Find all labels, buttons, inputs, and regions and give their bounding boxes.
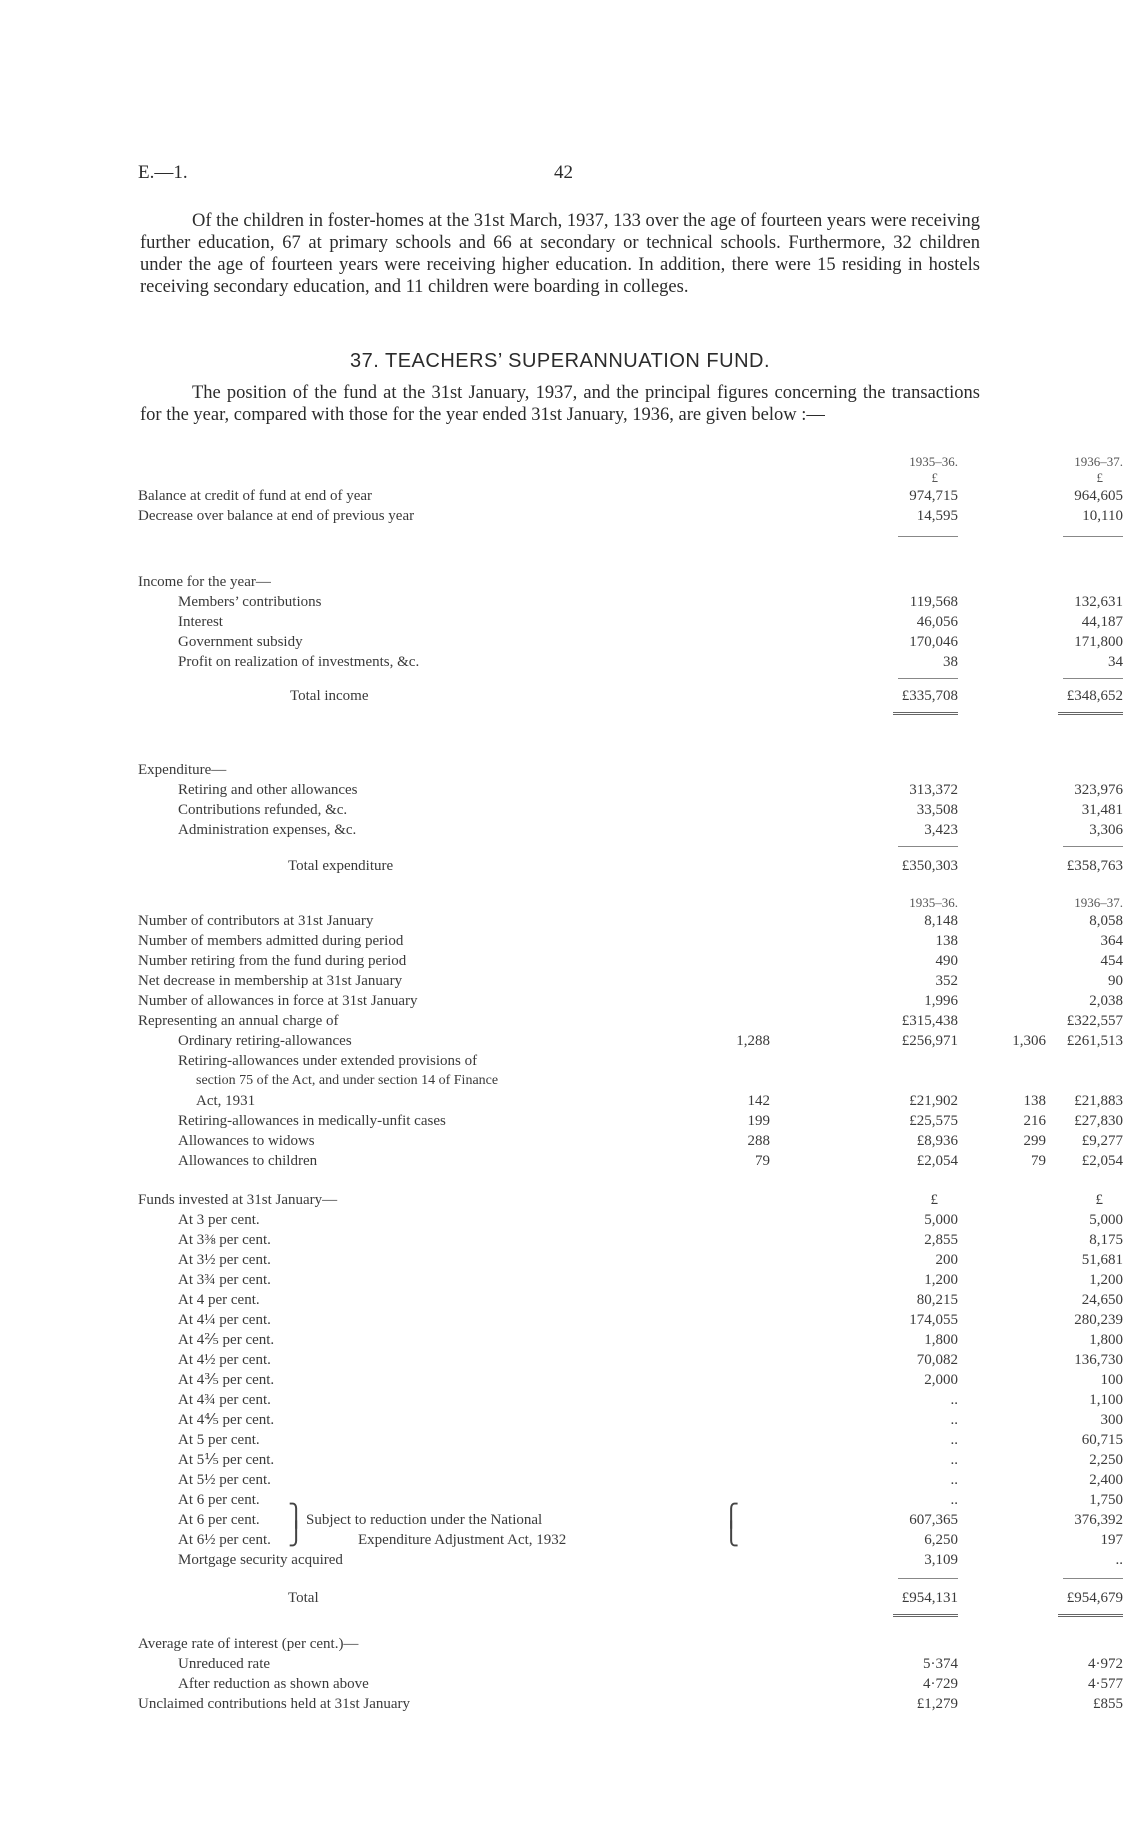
double-divider xyxy=(893,712,958,715)
brace-left: ⎫ xyxy=(288,1503,305,1528)
unit-label-1: £ xyxy=(930,1192,938,1208)
row-label: Representing an annual charge of xyxy=(138,1013,339,1029)
value-1937: 364 xyxy=(1100,933,1123,949)
row-label: At 4 per cent. xyxy=(178,1292,260,1308)
table-row xyxy=(138,1151,1123,1171)
row-label: Contributions refunded, &c. xyxy=(178,802,348,818)
value-1935: £954,131 xyxy=(901,1590,958,1606)
row-label-line2: section 75 of the Act, and under section 14 of Finance xyxy=(196,1073,499,1088)
report-reference: E.—1. xyxy=(138,162,188,183)
table-row xyxy=(138,800,1123,820)
table-row xyxy=(138,951,1123,971)
value-1937: 31,481 xyxy=(1081,802,1123,818)
value-1937: £954,679 xyxy=(1066,1590,1123,1606)
divider xyxy=(1063,1578,1123,1579)
value-1937: 964,605 xyxy=(1074,488,1123,504)
value-1937: 197 xyxy=(1100,1532,1123,1548)
row-label: At 3¾ per cent. xyxy=(178,1272,271,1288)
value-1937: £9,277 xyxy=(1081,1133,1123,1149)
value-1937: 24,650 xyxy=(1081,1292,1123,1308)
table-row xyxy=(138,612,1123,632)
row-label: At 4½ per cent. xyxy=(178,1352,271,1368)
col-header-1935: 1935–36. xyxy=(909,895,958,910)
value-1937: 132,631 xyxy=(1074,594,1123,610)
value-1937: 4·972 xyxy=(1088,1656,1123,1672)
value-1937: 4·577 xyxy=(1088,1676,1123,1692)
row-label: At 5 per cent. xyxy=(178,1432,260,1448)
value-1937: £855 xyxy=(1093,1696,1123,1712)
row-label: Interest xyxy=(178,614,223,630)
count-1935: 142 xyxy=(747,1093,770,1109)
row-label: Decrease over balance at end of previous year xyxy=(138,508,415,524)
value-1935: 490 xyxy=(935,953,958,969)
table-row xyxy=(138,1111,1123,1131)
subject-note-1: Subject to reduction under the National xyxy=(306,1512,543,1528)
value-1937: 100 xyxy=(1100,1372,1123,1388)
row-label: At 6½ per cent. xyxy=(178,1532,271,1548)
value-1937: 44,187 xyxy=(1081,614,1123,630)
table-row xyxy=(138,780,1123,800)
table-row xyxy=(138,1490,1123,1510)
page-header xyxy=(138,162,980,186)
value-1937: 280,239 xyxy=(1074,1312,1123,1328)
double-divider xyxy=(1058,1614,1123,1617)
value-1935: £21,902 xyxy=(909,1093,958,1109)
row-label: Government subsidy xyxy=(178,634,303,650)
row-label: Mortgage security acquired xyxy=(178,1552,343,1568)
value-1935: 80,215 xyxy=(916,1292,958,1308)
row-label: Retiring-allowances in medically-unfit cases xyxy=(178,1113,446,1129)
membership-table xyxy=(138,895,1123,1171)
row-label: Allowances to children xyxy=(178,1153,318,1169)
funds-invested-table xyxy=(138,1190,1123,1714)
table-row xyxy=(138,1131,1123,1151)
value-1935: 352 xyxy=(935,973,958,989)
value-1935: £8,936 xyxy=(916,1133,958,1149)
table-row xyxy=(138,1503,1123,1530)
funds-heading xyxy=(138,1190,1103,1210)
value-1935: £1,279 xyxy=(916,1696,958,1712)
table-row xyxy=(138,1550,1123,1570)
divider xyxy=(898,1578,958,1579)
value-1937: 60,715 xyxy=(1081,1432,1123,1448)
value-1935: £335,708 xyxy=(901,688,958,704)
table-row xyxy=(138,1521,1123,1550)
value-1935: 70,082 xyxy=(916,1352,958,1368)
table-row xyxy=(138,1470,1123,1490)
value-1937: 90 xyxy=(1108,973,1123,989)
table-row xyxy=(138,1330,1123,1350)
value-1935: 33,508 xyxy=(916,802,958,818)
brace-right: ⎧ xyxy=(723,1503,740,1528)
brace-right: ⎩ xyxy=(723,1521,740,1546)
value-1937: 2,038 xyxy=(1089,993,1123,1009)
row-label: At 3⅜ per cent. xyxy=(178,1232,271,1248)
value-1937: 3,306 xyxy=(1089,822,1123,838)
heading-label: Expenditure— xyxy=(138,762,227,778)
income-heading xyxy=(138,572,988,592)
funds-total-row xyxy=(138,1588,1123,1608)
value-1935: 14,595 xyxy=(916,508,958,524)
table-row xyxy=(138,1011,1123,1031)
table-row xyxy=(138,652,1123,672)
row-label: Unclaimed contributions held at 31st January xyxy=(138,1696,411,1712)
total-label: Total income xyxy=(290,688,369,704)
table-row xyxy=(138,486,1123,506)
value-1937: 10,110 xyxy=(1082,508,1123,524)
value-1935: £25,575 xyxy=(909,1113,958,1129)
value-1935: 174,055 xyxy=(909,1312,958,1328)
divider xyxy=(1063,846,1123,847)
count-1937: 79 xyxy=(1031,1153,1046,1169)
value-1935: £2,054 xyxy=(916,1153,958,1169)
row-label: At 3 per cent. xyxy=(178,1212,260,1228)
value-1937: 2,250 xyxy=(1089,1452,1123,1468)
row-label: At 5⅕ per cent. xyxy=(178,1452,275,1468)
section-title: 37. TEACHERS’ SUPERANNUATION FUND. xyxy=(349,350,771,372)
count-1935: 199 xyxy=(747,1113,770,1129)
table-row xyxy=(138,1250,1123,1270)
divider xyxy=(1063,536,1123,537)
value-1935: 5·374 xyxy=(923,1656,958,1672)
row-label: Members’ contributions xyxy=(178,594,322,610)
intro-paragraph: Of the children in foster-homes at the 31st March, 1937, 133 over the age of fourteen years were receiving further education, 67 at primary schools and 66 at secondary or technical schools. Furthermore, 32 children under the age of fourteen years were receiving higher education. In addition, there were 15 residing in hostels receiving secondary education, and 11 children were boarding in colleges. xyxy=(140,211,980,297)
value-1935: 5,000 xyxy=(924,1212,958,1228)
table-row xyxy=(138,1031,1123,1051)
value-1935: £350,303 xyxy=(901,858,958,874)
value-1935: 6,250 xyxy=(924,1532,958,1548)
value-1937: 8,175 xyxy=(1089,1232,1123,1248)
unit-label-1: £ xyxy=(931,470,938,485)
row-label: At 6 per cent. xyxy=(178,1492,260,1508)
value-1937: £348,652 xyxy=(1066,688,1123,704)
table-row xyxy=(138,1410,1123,1430)
extended-provisions-row xyxy=(138,1051,1123,1111)
income-total-row xyxy=(138,686,1123,706)
value-1937: .. xyxy=(1115,1552,1123,1568)
table-row xyxy=(138,592,1123,612)
row-label: Administration expenses, &c. xyxy=(178,822,357,838)
divider xyxy=(1063,678,1123,679)
unit-label-2: £ xyxy=(1095,1192,1103,1208)
value-1937: 136,730 xyxy=(1074,1352,1123,1368)
value-1935: 2,855 xyxy=(924,1232,958,1248)
value-1935: 3,423 xyxy=(924,822,958,838)
unit-label-2: £ xyxy=(1096,470,1103,485)
row-label: Net decrease in membership at 31st January xyxy=(138,973,403,989)
value-1937: £2,054 xyxy=(1081,1153,1123,1169)
value-1937: 376,392 xyxy=(1074,1512,1123,1528)
table-row xyxy=(138,1230,1123,1250)
page-number: 42 xyxy=(554,162,573,183)
divider xyxy=(898,678,958,679)
value-1935: .. xyxy=(950,1472,958,1488)
heading-label: Funds invested at 31st January— xyxy=(138,1192,338,1208)
row-label-line1: Retiring-allowances under extended provisions of xyxy=(178,1053,478,1069)
value-1935: .. xyxy=(950,1392,958,1408)
table-row xyxy=(138,1310,1123,1330)
count-1937: 216 xyxy=(1023,1113,1046,1129)
value-1935: £315,438 xyxy=(901,1013,958,1029)
value-1935: 1,996 xyxy=(924,993,958,1009)
value-1935: 46,056 xyxy=(916,614,958,630)
value-1935: 170,046 xyxy=(909,634,958,650)
value-1937: 5,000 xyxy=(1089,1212,1123,1228)
value-1937: £322,557 xyxy=(1066,1013,1123,1029)
fund-summary-table xyxy=(138,454,1123,876)
value-1937: £21,883 xyxy=(1074,1093,1123,1109)
col-header-1937: 1936–37. xyxy=(1074,454,1123,469)
value-1937: 1,800 xyxy=(1089,1332,1123,1348)
row-label: Retiring and other allowances xyxy=(178,782,358,798)
value-1937: £358,763 xyxy=(1066,858,1123,874)
row-label: Number of contributors at 31st January xyxy=(138,913,374,929)
table-row xyxy=(138,632,1123,652)
table-row xyxy=(138,1694,1123,1714)
value-1935: 1,800 xyxy=(924,1332,958,1348)
expenditure-total-row xyxy=(138,856,1123,876)
divider xyxy=(898,846,958,847)
interest-heading xyxy=(138,1634,988,1654)
brace-left: ⎭ xyxy=(288,1521,305,1546)
heading-label: Income for the year— xyxy=(138,574,271,590)
count-1937: 299 xyxy=(1023,1133,1046,1149)
value-1937: 1,200 xyxy=(1089,1272,1123,1288)
row-label: At 6 per cent. xyxy=(178,1512,260,1528)
row-label: Profit on realization of investments, &c. xyxy=(178,654,420,670)
table-row xyxy=(138,1210,1123,1230)
table-row xyxy=(138,820,1123,840)
row-label: At 4¼ per cent. xyxy=(178,1312,271,1328)
value-1935: 2,000 xyxy=(924,1372,958,1388)
row-label: Balance at credit of fund at end of year xyxy=(138,488,373,504)
row-label: At 4⅘ per cent. xyxy=(178,1412,275,1428)
count-1935: 288 xyxy=(747,1133,770,1149)
table-row xyxy=(138,1430,1123,1450)
row-label: At 4⅖ per cent. xyxy=(178,1332,275,1348)
row-label: At 4⅗ per cent. xyxy=(178,1372,275,1388)
value-1937: 1,750 xyxy=(1089,1492,1123,1508)
value-1937: 34 xyxy=(1108,654,1123,670)
row-label: Unreduced rate xyxy=(178,1656,271,1672)
value-1937: 8,058 xyxy=(1089,913,1123,929)
value-1937: 1,100 xyxy=(1089,1392,1123,1408)
section-paragraph: The position of the fund at the 31st January, 1937, and the principal figures concerning the transactions for the year, compared with those for the year ended 31st January, 1936, are given below :— xyxy=(140,383,980,425)
count-1937: 138 xyxy=(1023,1093,1046,1109)
expenditure-heading xyxy=(138,760,988,780)
total-label: Total expenditure xyxy=(288,858,394,874)
row-label: After reduction as shown above xyxy=(178,1676,369,1692)
heading-label: Average rate of interest (per cent.)— xyxy=(138,1636,359,1652)
value-1935: .. xyxy=(950,1492,958,1508)
subject-note-2: Expenditure Adjustment Act, 1932 xyxy=(358,1532,567,1548)
value-1935: £256,971 xyxy=(901,1033,958,1049)
row-label: At 4¾ per cent. xyxy=(178,1392,271,1408)
value-1935: 119,568 xyxy=(909,594,958,610)
col-header-1937: 1936–37. xyxy=(1074,895,1123,910)
row-label: Number retiring from the fund during period xyxy=(138,953,407,969)
value-1937: £261,513 xyxy=(1066,1033,1123,1049)
value-1935: 4·729 xyxy=(923,1676,958,1692)
value-1937: 171,800 xyxy=(1074,634,1123,650)
table-row xyxy=(138,971,1123,991)
value-1935: 607,365 xyxy=(909,1512,958,1528)
row-label: Number of members admitted during period xyxy=(138,933,404,949)
value-1937: 2,400 xyxy=(1089,1472,1123,1488)
divider xyxy=(898,536,958,537)
value-1935: .. xyxy=(950,1412,958,1428)
value-1935: .. xyxy=(950,1432,958,1448)
table-row xyxy=(138,991,1123,1011)
row-label: At 3½ per cent. xyxy=(178,1252,271,1268)
count-1935: 1,288 xyxy=(736,1033,770,1049)
total-label: Total xyxy=(288,1590,319,1606)
value-1935: 8,148 xyxy=(924,913,958,929)
value-1935: 200 xyxy=(935,1252,958,1268)
count-1937: 1,306 xyxy=(1012,1033,1046,1049)
double-divider xyxy=(893,1614,958,1617)
table-row xyxy=(138,1654,1123,1674)
table-row xyxy=(138,1270,1123,1290)
value-1935: 1,200 xyxy=(924,1272,958,1288)
table-row xyxy=(138,1290,1123,1310)
row-label-line3: Act, 1931 xyxy=(196,1093,256,1109)
table-row xyxy=(138,911,1123,931)
value-1937: £27,830 xyxy=(1074,1113,1123,1129)
value-1935: 138 xyxy=(935,933,958,949)
value-1935: 313,372 xyxy=(909,782,958,798)
table-row xyxy=(138,931,1123,951)
value-1935: .. xyxy=(950,1452,958,1468)
table-row xyxy=(138,1390,1123,1410)
col-header-1935: 1935–36. xyxy=(909,454,958,469)
row-label: Allowances to widows xyxy=(178,1133,315,1149)
value-1937: 300 xyxy=(1100,1412,1123,1428)
row-label: Number of allowances in force at 31st January xyxy=(138,993,418,1009)
value-1937: 323,976 xyxy=(1074,782,1123,798)
table-row xyxy=(138,1350,1123,1370)
double-divider xyxy=(1058,712,1123,715)
row-label: Ordinary retiring-allowances xyxy=(178,1033,352,1049)
count-1935: 79 xyxy=(755,1153,770,1169)
table-row xyxy=(138,1674,1123,1694)
value-1937: 51,681 xyxy=(1081,1252,1123,1268)
value-1937: 454 xyxy=(1100,953,1123,969)
value-1935: 38 xyxy=(943,654,958,670)
table-row xyxy=(138,1370,1123,1390)
row-label: At 5½ per cent. xyxy=(178,1472,271,1488)
table-row xyxy=(138,506,1123,526)
value-1935: 3,109 xyxy=(924,1552,958,1568)
value-1935: 974,715 xyxy=(909,488,958,504)
table-row xyxy=(138,1450,1123,1470)
